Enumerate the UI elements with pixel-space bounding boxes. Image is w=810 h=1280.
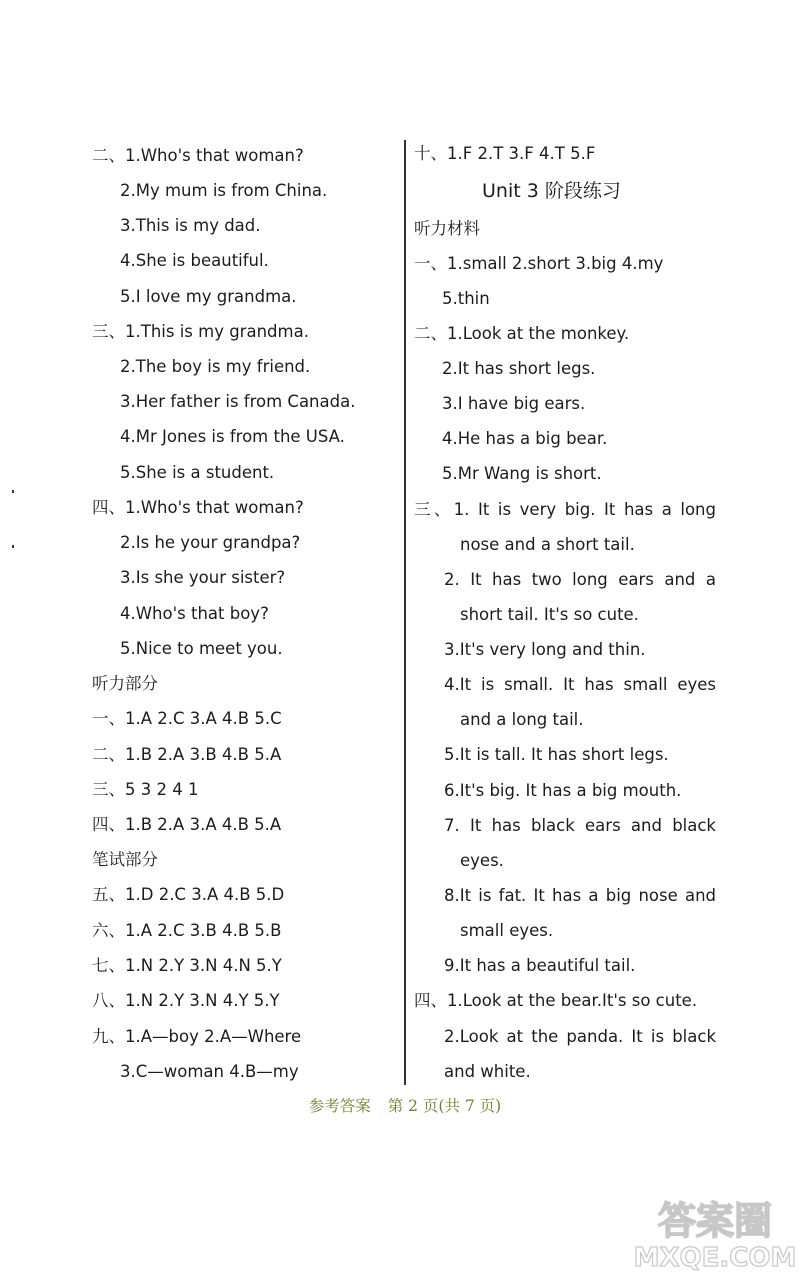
answer-line: 2.Is he your grandpa? xyxy=(120,533,301,552)
answer-line: 8.It is fat. It has a big nose and xyxy=(444,886,716,905)
answer-line: 2.My mum is from China. xyxy=(120,181,328,200)
column-divider xyxy=(404,140,406,1085)
answer-line: 二、1.Look at the monkey. xyxy=(414,324,630,343)
answer-line: 3.Is she your sister? xyxy=(120,568,286,587)
answer-line: and white. xyxy=(444,1062,531,1081)
answer-line: 3.C—woman 4.B—my xyxy=(120,1062,299,1081)
answer-line: 4.It is small. It has small eyes xyxy=(444,675,716,694)
answer-line: 3.This is my dad. xyxy=(120,216,261,235)
section-heading: 听力部分 xyxy=(92,674,158,693)
answer-line: 2.The boy is my friend. xyxy=(120,357,311,376)
answer-line: 十、1.F 2.T 3.F 4.T 5.F xyxy=(414,144,596,163)
answer-line: 5.I love my grandma. xyxy=(120,287,297,306)
answer-line: 3.I have big ears. xyxy=(442,394,586,413)
scan-mark xyxy=(12,490,14,493)
answer-line: 4.Who's that boy? xyxy=(120,604,269,623)
answer-line: 2. It has two long ears and a xyxy=(444,570,716,589)
answer-line: 4.She is beautiful. xyxy=(120,251,269,270)
answer-line: 一、1.small 2.short 3.big 4.my xyxy=(414,254,664,273)
answer-line: 五、1.D 2.C 3.A 4.B 5.D xyxy=(92,885,285,904)
footer-page-number: 第 2 页(共 7 页) xyxy=(387,1097,502,1115)
answer-line: 八、1.N 2.Y 3.N 4.Y 5.Y xyxy=(92,991,280,1010)
answer-line: and a long tail. xyxy=(460,710,584,729)
answer-line: short tail. It's so cute. xyxy=(460,605,639,624)
footer-label: 参考答案 xyxy=(308,1097,371,1115)
answer-line: 3.It's very long and thin. xyxy=(444,640,646,659)
answer-line: 四、1.Look at the bear.It's so cute. xyxy=(414,991,698,1010)
watermark-logo-text: 答案圈 xyxy=(657,1199,773,1243)
scan-mark xyxy=(12,545,14,548)
answer-line: 9.It has a beautiful tail. xyxy=(444,956,636,975)
answer-line: 四、1.B 2.A 3.A 4.B 5.A xyxy=(92,815,282,834)
answer-line: 5.Mr Wang is short. xyxy=(442,464,602,483)
watermark-url-text: MXQE.COM xyxy=(633,1243,797,1272)
section-heading: 笔试部分 xyxy=(92,850,158,869)
answer-line: 5.Nice to meet you. xyxy=(120,639,283,658)
answer-line: 三、1.This is my grandma. xyxy=(92,322,309,341)
answer-line: 4.He has a big bear. xyxy=(442,429,608,448)
answer-line: 3.Her father is from Canada. xyxy=(120,392,356,411)
section-heading: 听力材料 xyxy=(414,219,480,238)
answer-line: 九、1.A—boy 2.A—Where xyxy=(92,1027,302,1046)
answer-line: 四、1.Who's that woman? xyxy=(92,498,304,517)
unit-title: Unit 3 阶段练习 xyxy=(482,180,621,202)
answer-line: 4.Mr Jones is from the USA. xyxy=(120,427,345,446)
answer-line: small eyes. xyxy=(460,921,554,940)
answer-line: 一、1.A 2.C 3.A 4.B 5.C xyxy=(92,709,282,728)
answer-line: 二、1.B 2.A 3.B 4.B 5.A xyxy=(92,745,282,764)
answer-line: 5.It is tall. It has short legs. xyxy=(444,745,669,764)
answer-line: eyes. xyxy=(460,851,504,870)
answer-line: 三、5 3 2 4 1 xyxy=(92,780,199,799)
answer-line: 七、1.N 2.Y 3.N 4.N 5.Y xyxy=(92,956,282,975)
answer-line: 5.She is a student. xyxy=(120,463,275,482)
answer-line: 三、1. It is very big. It has a long xyxy=(414,500,716,519)
answer-line: nose and a short tail. xyxy=(460,535,635,554)
watermark-logo xyxy=(630,1194,800,1272)
answer-line: 六、1.A 2.C 3.B 4.B 5.B xyxy=(92,921,282,940)
answer-line: 7. It has black ears and black xyxy=(444,816,716,835)
page-footer xyxy=(0,1094,810,1116)
answer-line: 6.It's big. It has a big mouth. xyxy=(444,781,682,800)
answer-line: 5.thin xyxy=(442,289,490,308)
answer-line: 二、1.Who's that woman? xyxy=(92,146,304,165)
answer-line: 2.It has short legs. xyxy=(442,359,596,378)
answer-line: 2.Look at the panda. It is black xyxy=(444,1027,716,1046)
